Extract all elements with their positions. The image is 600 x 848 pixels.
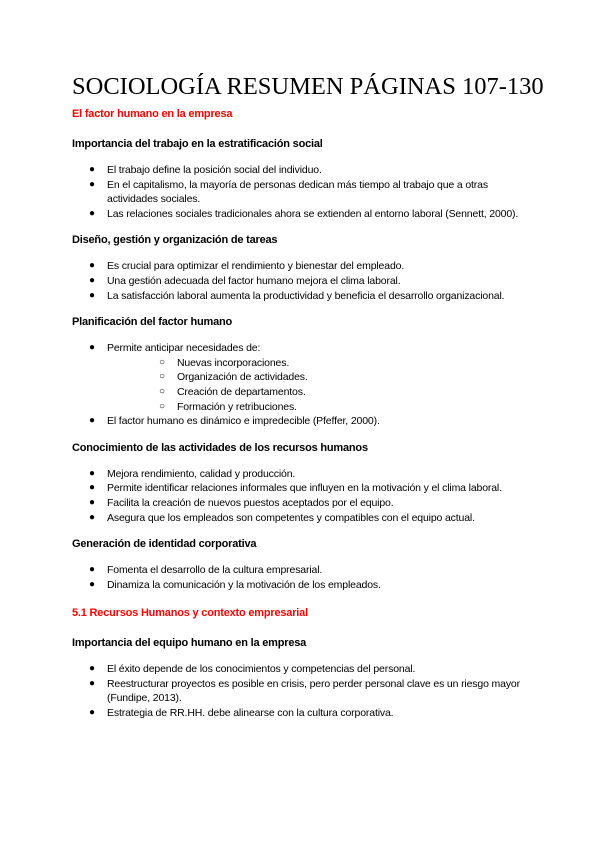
list-item-text: Una gestión adecuada del factor humano mejora el clima laboral.: [107, 274, 401, 287]
bullet-list: [72, 563, 532, 592]
list-item: [72, 662, 532, 677]
sub-list-item: [107, 356, 532, 371]
circle-bullet-icon: ○: [159, 371, 165, 383]
list-item-text: La satisfacción laboral aumenta la productividad y beneficia el desarrollo organizacional.: [107, 289, 505, 302]
bullet-icon: ●: [89, 677, 95, 689]
document-page: [72, 72, 544, 733]
bullet-icon: ●: [89, 260, 95, 272]
bullet-icon: ●: [89, 496, 95, 508]
list-item: [72, 289, 532, 304]
list-item-text: Asegura que los empleados son competentes y compatibles con el equipo actual.: [107, 511, 475, 524]
list-item-text: Las relaciones sociales tradicionales ahora se extienden al entorno laboral (Sennett, 2000).: [107, 207, 519, 220]
bullet-list: [72, 259, 532, 303]
subsection-title: Generación de identidad corporativa: [72, 538, 257, 551]
sub-list-item-text: Nuevas incorporaciones.: [177, 356, 290, 369]
sub-list-item-text: Creación de departamentos.: [177, 385, 306, 398]
section-title: El factor humano en la empresa: [72, 108, 233, 120]
list-item-text: En el capitalismo, la mayoría de personas dedican más tiempo al trabajo que a otras actividades sociales.: [107, 178, 488, 206]
circle-bullet-icon: ○: [159, 385, 165, 397]
subsection-title: Diseño, gestión y organización de tareas: [72, 234, 278, 247]
subsection-title: Importancia del equipo humano en la empresa: [72, 637, 307, 650]
bullet-list: [72, 341, 532, 429]
list-item-text: El trabajo define la posición social del individuo.: [107, 164, 322, 176]
sub-list-item: [107, 385, 532, 400]
list-item-text: Permite anticipar necesidades de:: [107, 342, 261, 355]
list-item-text: Mejora rendimiento, calidad y producción.: [107, 467, 296, 480]
list-item: [72, 178, 532, 207]
section-title: 5.1 Recursos Humanos y contexto empresarial: [72, 607, 308, 620]
list-item: [72, 414, 532, 429]
list-item: [72, 511, 532, 526]
bullet-icon: ●: [89, 467, 95, 479]
list-item-text: Facilita la creación de nuevos puestos aceptados por el equipo.: [107, 496, 394, 509]
bullet-icon: ●: [89, 482, 95, 494]
list-item: [72, 481, 532, 496]
sub-list-item: [107, 400, 532, 415]
sub-bullet-list: [107, 356, 532, 414]
bullet-icon: ●: [89, 707, 95, 719]
subsection-title: Conocimiento de las actividades de los recursos humanos: [72, 441, 368, 454]
bullet-icon: ●: [89, 578, 95, 590]
circle-bullet-icon: ○: [159, 400, 165, 412]
list-item-text: Dinamiza la comunicación y la motivación de los empleados.: [107, 578, 381, 591]
list-item-text: El éxito depende de los conocimientos y competencias del personal.: [107, 663, 416, 676]
bullet-list: [72, 662, 532, 720]
bullet-icon: ●: [89, 207, 95, 219]
subsection-title: Importancia del trabajo en la estratificación social: [72, 138, 323, 150]
bullet-icon: ●: [89, 511, 95, 523]
sub-list-item-text: Formación y retribuciones.: [177, 400, 297, 413]
bullet-list: [72, 163, 532, 221]
list-item: [72, 274, 532, 289]
bullet-icon: ●: [89, 178, 95, 190]
list-item: [72, 706, 532, 721]
list-item: [72, 259, 532, 274]
sub-list-item-text: Organización de actividades.: [177, 371, 308, 384]
list-item: [72, 163, 532, 178]
document-title: SOCIOLOGÍA RESUMEN PÁGINAS 107-130: [72, 73, 544, 100]
bullet-icon: ●: [89, 164, 95, 175]
list-item: [72, 677, 532, 706]
bullet-icon: ●: [89, 564, 95, 576]
list-item-text: Permite identificar relaciones informales que influyen en la motivación y el clima laboral.: [107, 482, 502, 495]
bullet-list: [72, 467, 532, 525]
bullet-icon: ●: [89, 415, 95, 427]
bullet-icon: ●: [89, 663, 95, 675]
list-item-text: Es crucial para optimizar el rendimiento y bienestar del empleado.: [107, 260, 405, 273]
list-item: [72, 578, 532, 593]
circle-bullet-icon: ○: [159, 356, 165, 368]
bullet-icon: ●: [89, 289, 95, 301]
list-item: [72, 341, 532, 414]
list-item: [72, 496, 532, 511]
list-item-text: Reestructurar proyectos es posible en crisis, pero perder personal clave es un riesgo mayor (Fundipe, 2013).: [107, 677, 520, 705]
list-item: [72, 467, 532, 482]
list-item-text: Fomenta el desarrollo de la cultura empresarial.: [107, 564, 323, 577]
bullet-icon: ●: [89, 342, 95, 354]
list-item: [72, 207, 532, 222]
list-item-text: El factor humano es dinámico e impredecible (Pfeffer, 2000).: [107, 415, 380, 428]
subsection-title: Planificación del factor humano: [72, 316, 233, 329]
sub-list-item: [107, 370, 532, 385]
bullet-icon: ●: [89, 274, 95, 286]
list-item-text: Estrategia de RR.HH. debe alinearse con la cultura corporativa.: [107, 707, 394, 720]
list-item: [72, 563, 532, 578]
